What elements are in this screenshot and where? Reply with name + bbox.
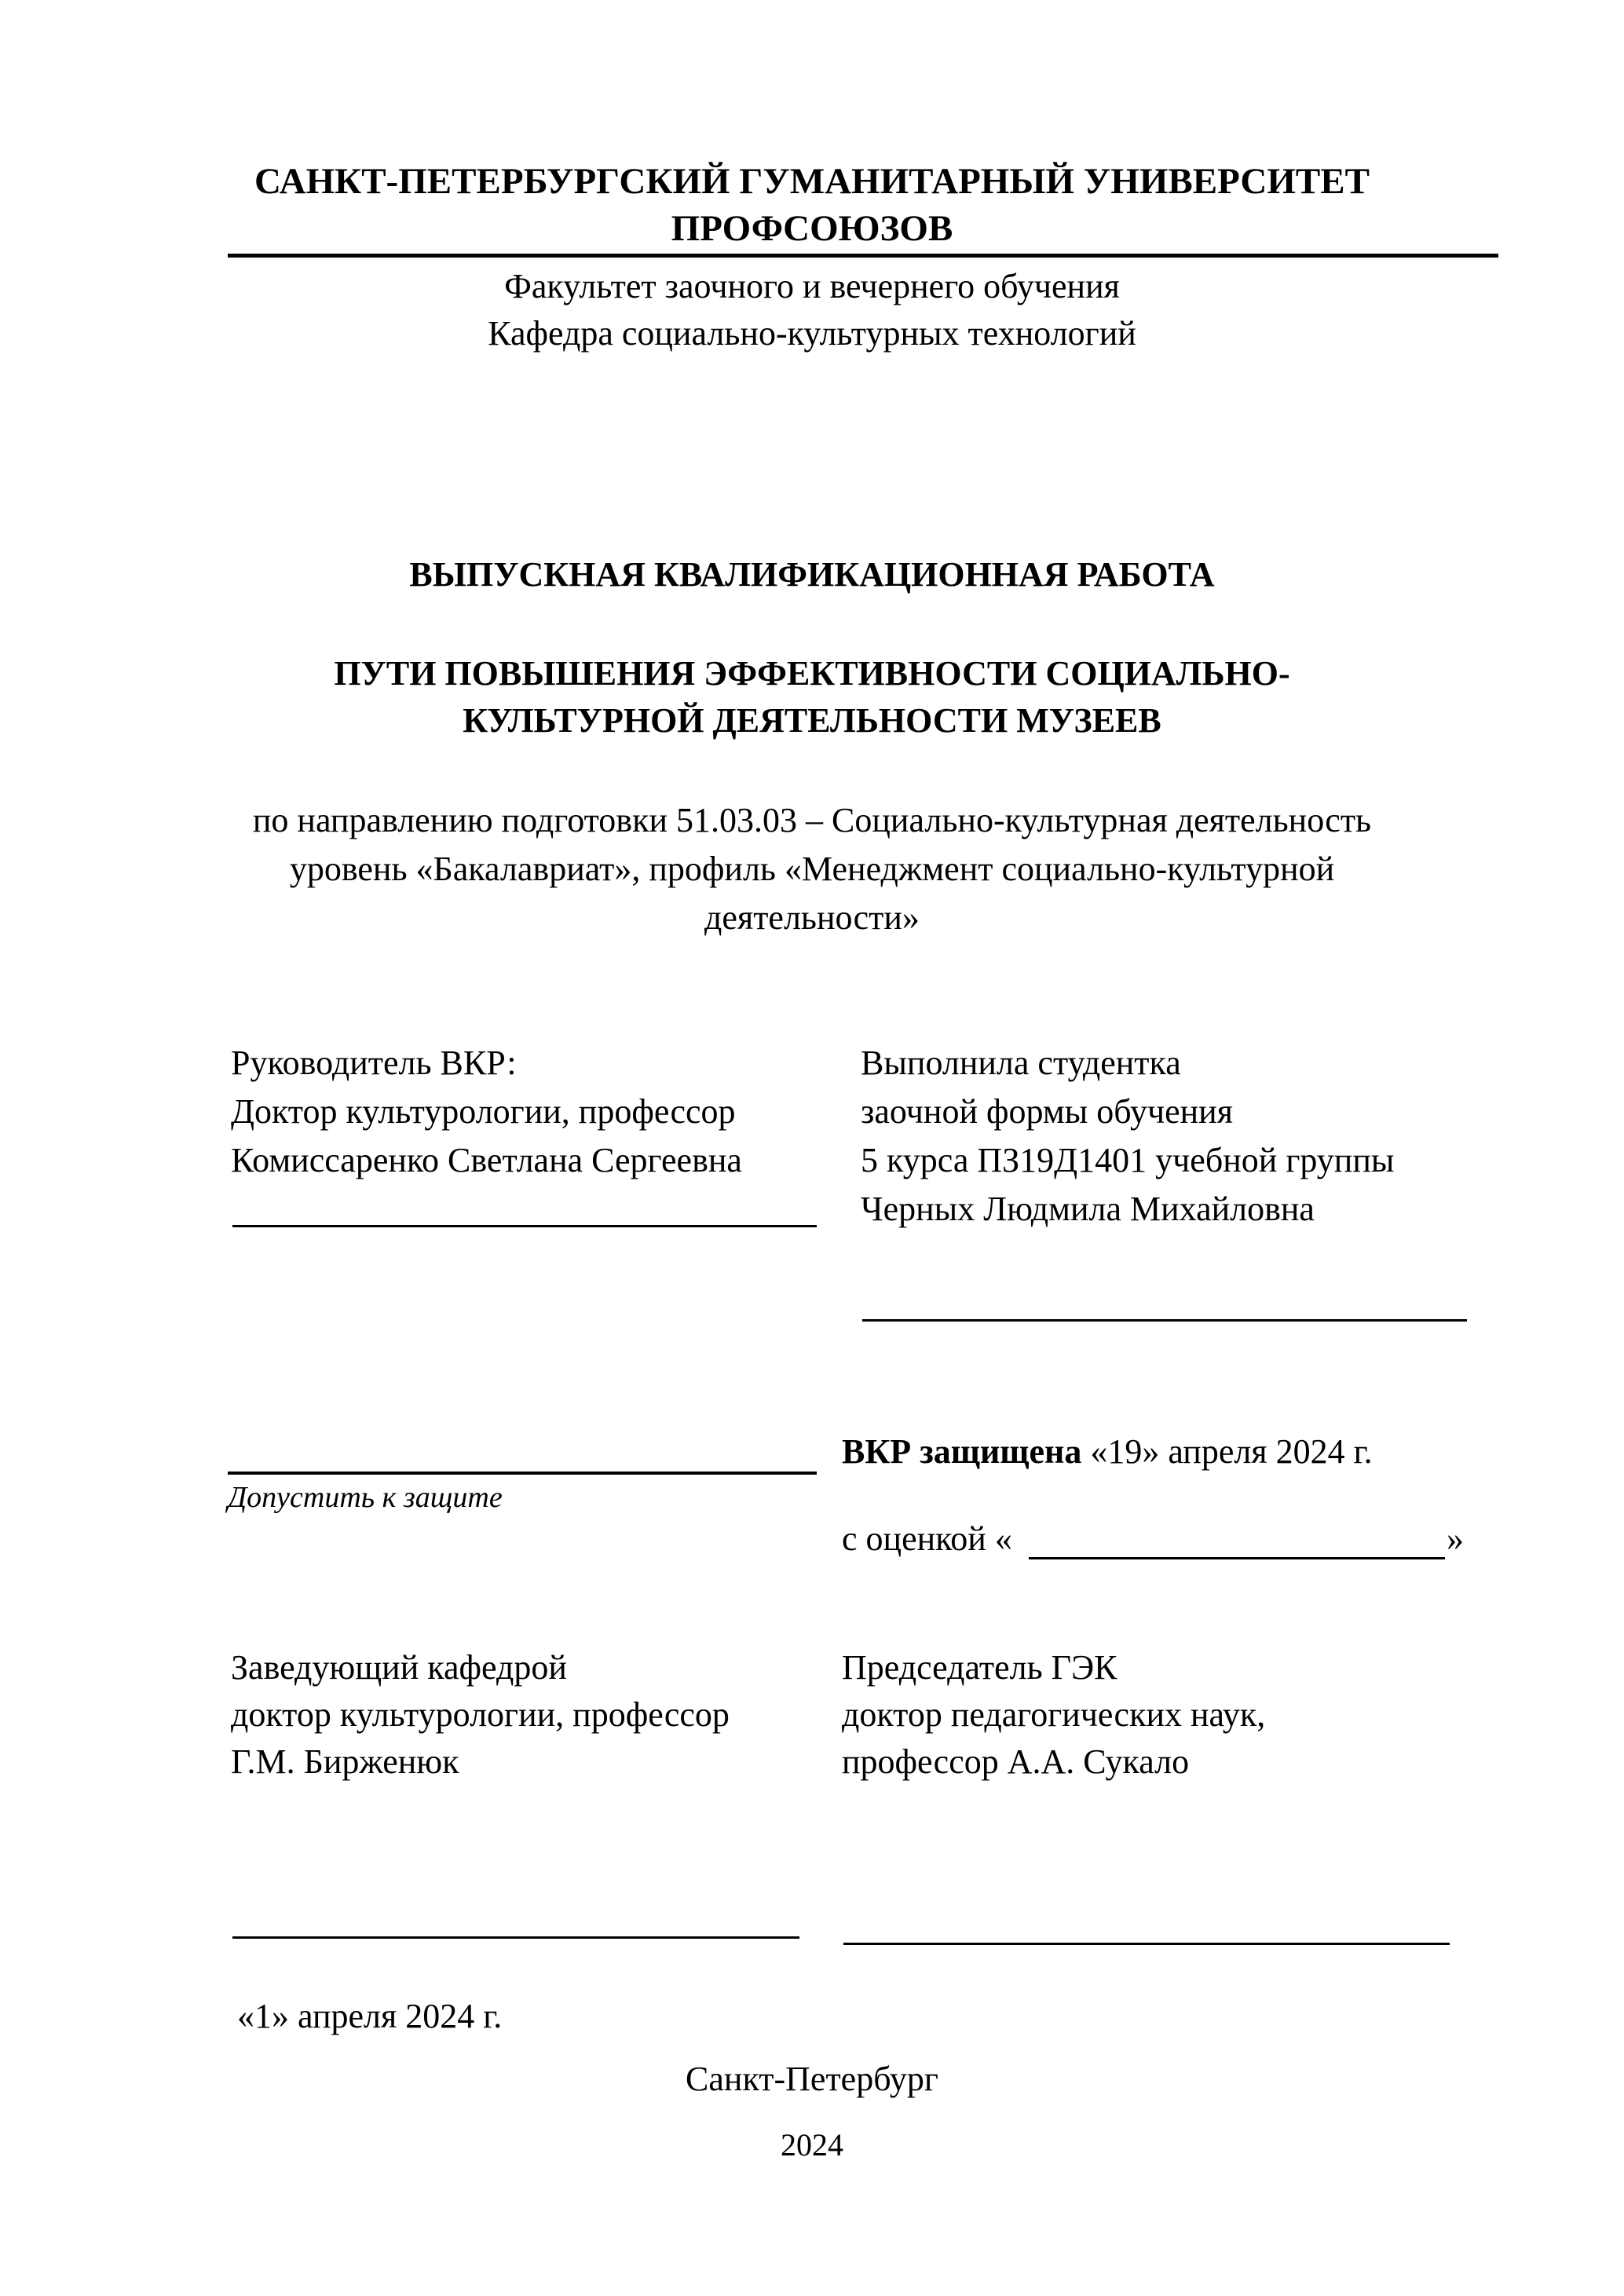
direction-line2: уровень «Бакалавриат», профиль «Менеджмент социально-культурной bbox=[289, 850, 1335, 888]
supervisor-label: Руководитель ВКР: bbox=[231, 1044, 517, 1082]
admission-date: «1» апреля 2024 г. bbox=[237, 1997, 503, 2035]
supervisor-degree: Доктор культурологии, профессор bbox=[231, 1092, 736, 1131]
gek-degree: доктор педагогических наук, bbox=[842, 1695, 1266, 1734]
supervisor-signature-line bbox=[232, 1225, 817, 1227]
admission-signature-line bbox=[228, 1472, 817, 1475]
topic-line1: ПУТИ ПОВЫШЕНИЯ ЭФФЕКТИВНОСТИ СОЦИАЛЬНО- bbox=[334, 654, 1290, 693]
defense-status-bold: ВКР защищена bbox=[842, 1432, 1082, 1471]
direction-line1: по направлению подготовки 51.03.03 – Социально-культурная деятельность bbox=[252, 801, 1372, 839]
faculty-name: Факультет заочного и вечернего обучения bbox=[504, 267, 1120, 305]
defense-date: «19» апреля 2024 г. bbox=[1081, 1432, 1373, 1471]
university-name-line2: ПРОФСОЮЗОВ bbox=[671, 208, 953, 249]
university-name-line1: САНКТ-ПЕТЕРБУРГСКИЙ ГУМАНИТАРНЫЙ УНИВЕРСИТЕТ bbox=[254, 161, 1370, 202]
topic-line2: КУЛЬТУРНОЙ ДЕЯТЕЛЬНОСТИ МУЗЕЕВ bbox=[463, 701, 1161, 740]
defense-status bbox=[842, 1428, 1373, 1475]
head-label: Заведующий кафедрой bbox=[231, 1648, 567, 1687]
head-degree: доктор культурологии, профессор bbox=[231, 1695, 730, 1734]
student-signature-line bbox=[862, 1319, 1467, 1322]
student-group: 5 курса ПЗ19Д1401 учебной группы bbox=[861, 1141, 1395, 1179]
grade-suffix: » bbox=[1447, 1519, 1464, 1558]
gek-name: профессор А.А. Сукало bbox=[842, 1742, 1190, 1781]
header-rule bbox=[228, 254, 1498, 258]
department-name: Кафедра социально-культурных технологий bbox=[488, 314, 1136, 353]
student-label: Выполнила студентка bbox=[861, 1044, 1181, 1082]
admission-label: Допустить к защите bbox=[228, 1481, 503, 1514]
grade-blank-line bbox=[1029, 1557, 1445, 1559]
year: 2024 bbox=[781, 2127, 843, 2163]
gek-signature-line bbox=[843, 1943, 1450, 1945]
head-signature-line bbox=[232, 1936, 799, 1939]
supervisor-name: Комиссаренко Светлана Сергеевна bbox=[231, 1141, 742, 1179]
student-form: заочной формы обучения bbox=[861, 1092, 1233, 1131]
student-name: Черных Людмила Михайловна bbox=[861, 1190, 1315, 1228]
direction-line3: деятельности» bbox=[704, 898, 920, 937]
work-type: ВЫПУСКНАЯ КВАЛИФИКАЦИОННАЯ РАБОТА bbox=[409, 555, 1215, 594]
head-name: Г.М. Бирженюк bbox=[231, 1742, 459, 1781]
grade-prefix: с оценкой « bbox=[842, 1519, 1012, 1558]
gek-label: Председатель ГЭК bbox=[842, 1648, 1117, 1687]
city: Санкт-Петербург bbox=[686, 2060, 938, 2098]
